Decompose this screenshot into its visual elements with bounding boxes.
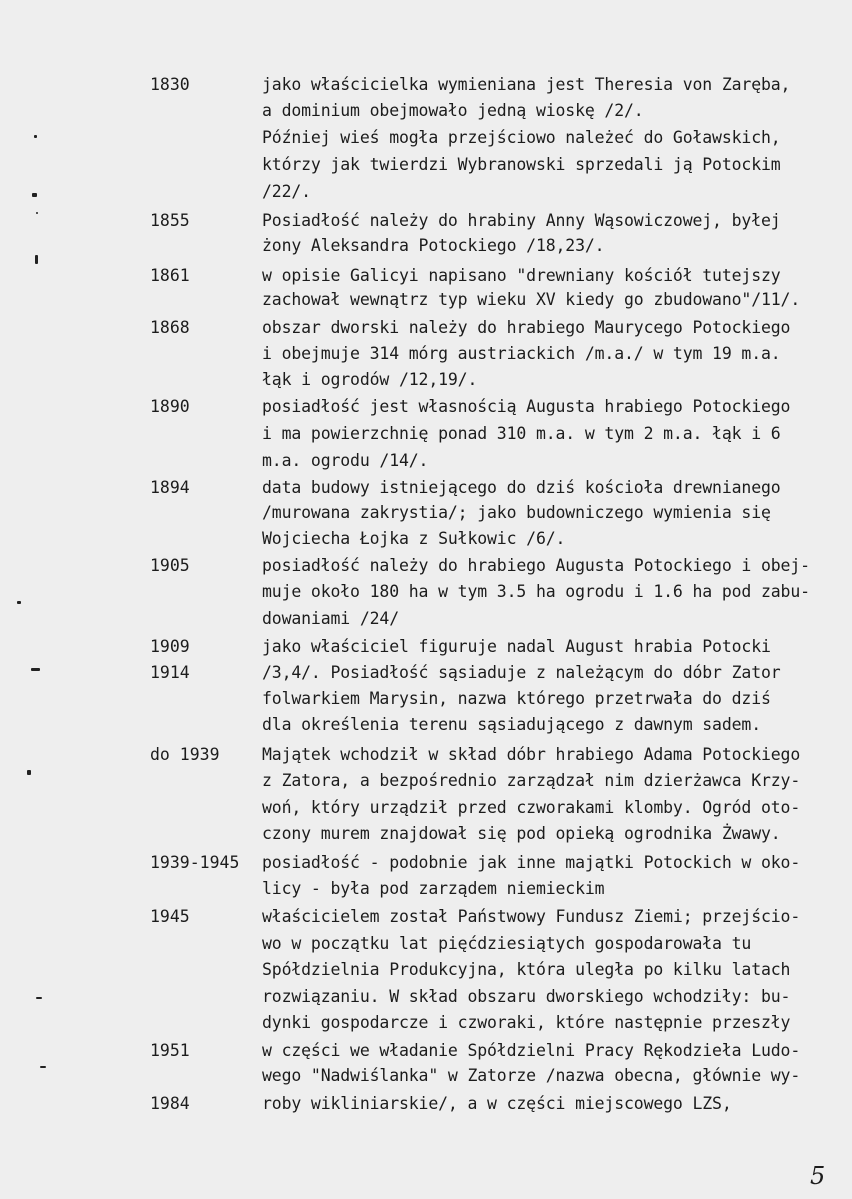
year-label: 1939-1945	[150, 853, 240, 872]
text-line: wego "Nadwiślanka" w Zatorze /nazwa obecna, głównie wy-	[262, 1066, 801, 1085]
text-line: /murowana zakrystia/; jako budowniczego wymienia się	[262, 503, 771, 522]
text-line: /22/.	[262, 182, 311, 201]
text-line: rozwiązaniu. W skład obszaru dworskiego wchodziły: bu-	[262, 987, 791, 1006]
text-line: w części we władanie Spółdzielni Pracy Rękodzieła Ludo-	[262, 1041, 801, 1060]
year-label: 1984	[150, 1094, 190, 1113]
text-line: jako właścicielka wymieniana jest Theresia von Zaręba,	[262, 75, 791, 94]
text-line: z Zatora, a bezpośrednio zarządzał nim dzierżawca Krzy-	[262, 771, 801, 790]
text-line: m.a. ogrodu /14/.	[262, 451, 429, 470]
text-line: jako właściciel figuruje nadal August hrabia Potocki	[262, 637, 771, 656]
text-line: i obejmuje 314 mórg austriackich /m.a./ w tym 19 m.a.	[262, 344, 781, 363]
text-line: Wojciecha Łojka z Sułkowic /6/.	[262, 529, 566, 548]
year-label: 1914	[150, 663, 190, 682]
scan-speck	[17, 601, 21, 604]
year-label: do 1939	[150, 745, 220, 764]
scan-speck	[31, 668, 40, 671]
year-label: 1945	[150, 907, 190, 926]
text-line: posiadłość należy do hrabiego Augusta Potockiego i obej-	[262, 556, 810, 575]
scan-speck	[36, 212, 38, 214]
scan-speck	[35, 255, 38, 264]
text-line: dowaniami /24/	[262, 609, 399, 628]
year-label: 1830	[150, 75, 190, 94]
year-label: 1909	[150, 637, 190, 656]
text-line: licy - była pod zarządem niemieckim	[262, 879, 605, 898]
text-line: właścicielem został Państwowy Fundusz Ziemi; przejścio-	[262, 907, 801, 926]
text-line: wo w początku lat pięćdziesiątych gospodarowała tu	[262, 934, 752, 953]
text-line: łąk i ogrodów /12,19/.	[262, 370, 478, 389]
text-line: obszar dworski należy do hrabiego Maurycego Potockiego	[262, 318, 791, 337]
text-line: w opisie Galicyi napisano "drewniany kościół tutejszy	[262, 266, 781, 285]
text-line: zachował wewnątrz typ wieku XV kiedy go zbudowano"/11/.	[262, 290, 801, 309]
year-label: 1894	[150, 478, 190, 497]
scan-speck	[40, 1066, 46, 1068]
text-line: dla określenia terenu sąsiadującego z dawnym sadem.	[262, 715, 761, 734]
text-line: data budowy istniejącego do dziś kościoła drewnianego	[262, 478, 781, 497]
year-label: 1868	[150, 318, 190, 337]
scan-speck	[36, 997, 42, 999]
scan-speck	[34, 135, 37, 138]
year-label: 1861	[150, 266, 190, 285]
text-line: żony Aleksandra Potockiego /18,23/.	[262, 236, 605, 255]
text-line: woń, który urządził przed czworakami klomby. Ogród oto-	[262, 798, 801, 817]
scan-speck	[27, 770, 31, 775]
text-line: posiadłość - podobnie jak inne majątki Potockich w oko-	[262, 853, 801, 872]
text-line: dynki gospodarcze i czworaki, które następnie przeszły	[262, 1013, 791, 1032]
text-line: posiadłość jest własnością Augusta hrabiego Potockiego	[262, 397, 791, 416]
text-line: czony murem znajdował się pod opieką ogrodnika Żwawy.	[262, 824, 781, 843]
text-line: roby wikliniarskie/, a w części miejscowego LZS,	[262, 1094, 732, 1113]
scan-speck	[32, 193, 37, 197]
text-line: a dominium obejmowało jedną wioskę /2/.	[262, 101, 644, 120]
text-line: i ma powierzchnię ponad 310 m.a. w tym 2 m.a. łąk i 6	[262, 424, 781, 443]
text-line: /3,4/. Posiadłość sąsiaduje z należącym do dóbr Zator	[262, 663, 781, 682]
text-line: folwarkiem Marysin, nazwa którego przetrwała do dziś	[262, 689, 771, 708]
text-line: którzy jak twierdzi Wybranowski sprzedali ją Potockim	[262, 155, 781, 174]
text-line: Posiadłość należy do hrabiny Anny Wąsowiczowej, byłej	[262, 211, 781, 230]
year-label: 1905	[150, 556, 190, 575]
year-label: 1890	[150, 397, 190, 416]
text-line: Spółdzielnia Produkcyjna, która uległa po kilku latach	[262, 960, 791, 979]
text-line: Majątek wchodził w skład dóbr hrabiego Adama Potockiego	[262, 745, 801, 764]
year-label: 1951	[150, 1041, 190, 1060]
year-label: 1855	[150, 211, 190, 230]
page-number: 5	[810, 1162, 826, 1190]
text-line: Później wieś mogła przejściowo należeć do Goławskich,	[262, 128, 781, 147]
text-line: muje około 180 ha w tym 3.5 ha ogrodu i 1.6 ha pod zabu-	[262, 582, 810, 601]
